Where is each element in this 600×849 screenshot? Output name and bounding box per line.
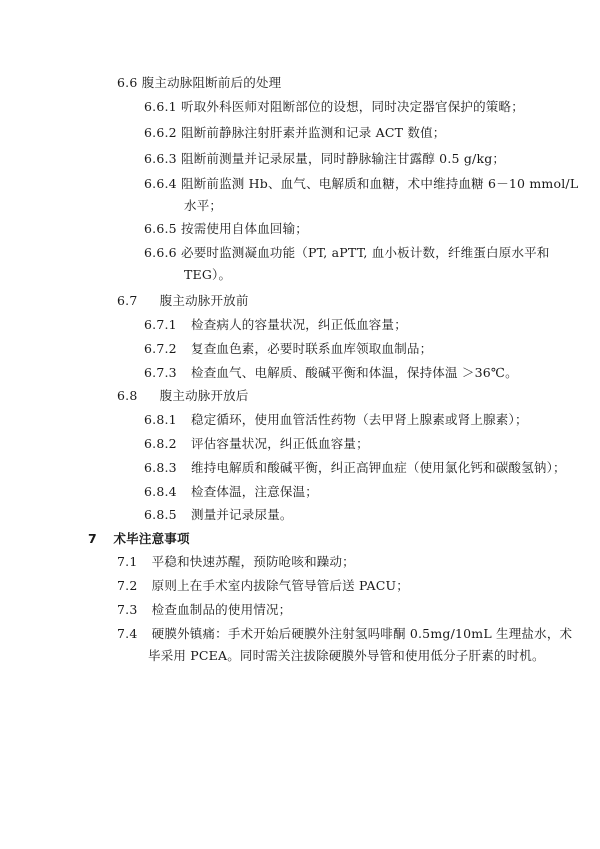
section-6-7-heading xyxy=(117,292,249,310)
list-item-7-1: 7.1 平稳和快速苏醒，预防呛咳和躁动； xyxy=(117,554,355,569)
list-item-6-8-3: 6.8.3 维持电解质和酸碱平衡，纠正高钾血症（使用氯化钙和碳酸氢钠）； xyxy=(144,460,566,475)
section-number: 6.7 xyxy=(117,293,138,308)
section-title: 腹主动脉开放前 xyxy=(159,293,249,308)
list-item-7-2: 7.2 原则上在手术室内拔除气管导管后送 PACU； xyxy=(117,578,409,593)
list-item-6-6-4-cont: 水平； xyxy=(184,198,223,213)
section-7-heading xyxy=(88,530,190,548)
list-item-7-3: 7.3 检查血制品的使用情况； xyxy=(117,602,292,617)
list-item-6-8-4: 6.8.4 检查体温，注意保温； xyxy=(144,484,319,499)
list-item-6-6-5: 6.6.5 按需使用自体血回输； xyxy=(144,221,309,236)
section-6-8-heading xyxy=(117,387,249,405)
list-item-6-8-1: 6.8.1 稳定循环，使用血管活性药物（去甲肾上腺素或肾上腺素）； xyxy=(144,412,528,427)
section-title: 腹主动脉开放后 xyxy=(159,388,249,403)
section-number: 6.6 xyxy=(117,75,138,90)
list-item-6-7-1: 6.7.1 检查病人的容量状况，纠正低血容量； xyxy=(144,317,407,332)
section-number: 6.8 xyxy=(117,388,138,403)
list-item-6-6-6-cont: TEG）。 xyxy=(184,267,232,282)
list-item-6-6-6: 6.6.6 必要时监测凝血功能（PT, aPTT, 血小板计数，纤维蛋白原水平和 xyxy=(144,245,550,260)
list-item-6-6-2: 6.6.2 阻断前静脉注射肝素并监测和记录 ACT 数值； xyxy=(144,125,446,140)
list-item-6-6-3: 6.6.3 阻断前测量并记录尿量，同时静脉输注甘露醇 0.5 g/kg； xyxy=(144,151,506,166)
list-item-6-7-2: 6.7.2 复查血色素，必要时联系血库领取血制品； xyxy=(144,341,433,356)
section-6-6-heading xyxy=(117,74,281,92)
list-item-6-8-2: 6.8.2 评估容量状况，纠正低血容量； xyxy=(144,436,369,451)
list-item-6-6-4: 6.6.4 阻断前监测 Hb、血气、电解质和血糖，术中维持血糖 6－10 mmol/L xyxy=(144,176,579,191)
list-item-7-4-cont: 毕采用 PCEA。同时需关注拔除硬膜外导管和使用低分子肝素的时机。 xyxy=(148,648,545,663)
section-title: 腹主动脉阻断前后的处理 xyxy=(141,75,282,90)
list-item-6-7-3: 6.7.3 检查血气、电解质、酸碱平衡和体温，保持体温 ＞36℃。 xyxy=(144,365,518,380)
list-item-6-6-1: 6.6.1 听取外科医师对阻断部位的设想，同时决定器官保护的策略； xyxy=(144,99,524,114)
section-title: 术毕注意事项 xyxy=(113,531,190,546)
list-item-6-8-5: 6.8.5 测量并记录尿量。 xyxy=(144,507,293,522)
list-item-7-4: 7.4 硬膜外镇痛：手术开始后硬膜外注射氢吗啡酮 0.5mg/10mL 生理盐水，术 xyxy=(117,626,573,641)
section-number: 7 xyxy=(88,531,97,546)
